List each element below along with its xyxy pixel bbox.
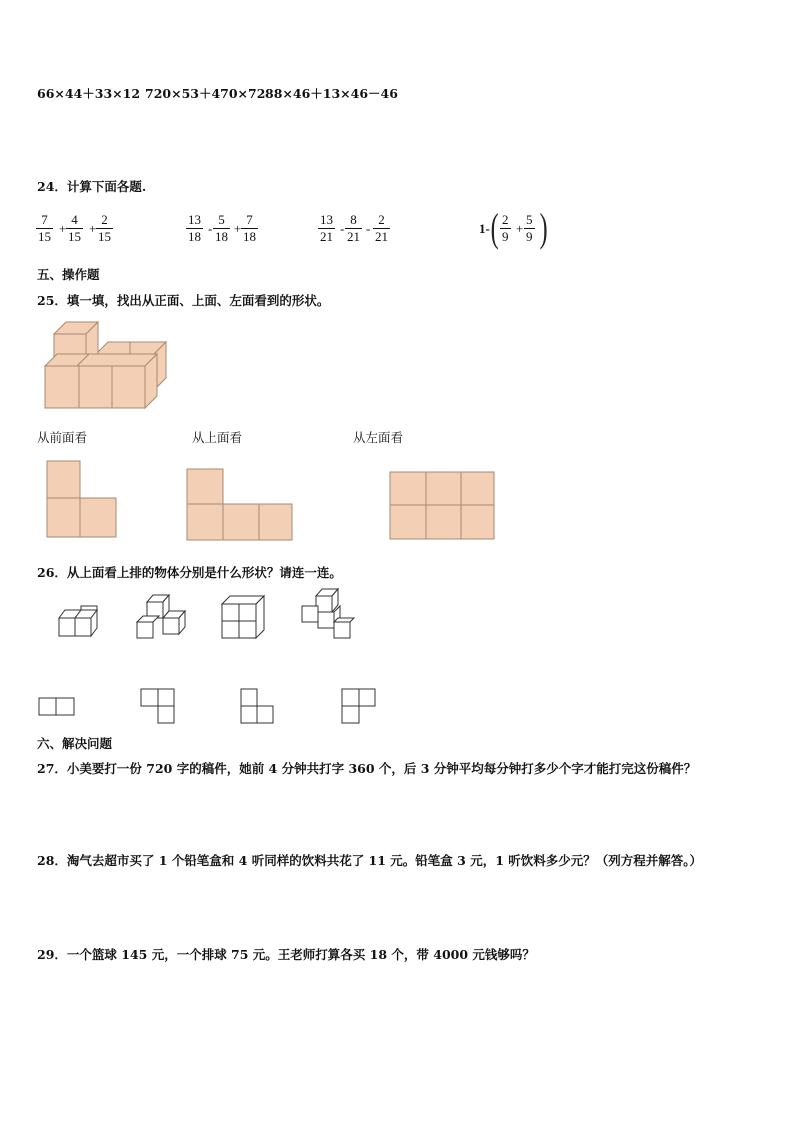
left-paren: ( bbox=[490, 205, 499, 250]
cube-front-face bbox=[112, 366, 145, 408]
section-6-heading: 六、解决问题 bbox=[37, 736, 113, 751]
question-27: 27．小美要打一份 720 字的稿件，她前 4 分钟共打字 360 个，后 3 分钟平均每分钟打多少个字才能打完这份稿件？ bbox=[37, 761, 697, 776]
left-view-grid bbox=[389, 471, 497, 541]
top-view-grid bbox=[186, 468, 294, 542]
fraction: $\frac{7}{18}$ bbox=[243, 212, 256, 244]
operator: + bbox=[516, 221, 524, 236]
solid-figure-4 bbox=[298, 586, 356, 642]
question-25-title: 25．填一填，找出从正面、上面、左面看到的形状。 bbox=[37, 293, 330, 308]
operator: - bbox=[340, 221, 345, 236]
label-front-view: 从前面看 bbox=[37, 430, 88, 445]
top-view-option-4 bbox=[338, 686, 378, 726]
question-29: 29．一个篮球 145 元，一个排球 75 元。王老师打算各买 18 个，带 4000 元钱够吗？ bbox=[37, 947, 535, 962]
cube-stack-figure bbox=[40, 318, 175, 413]
question-28: 28．淘气去超市买了 1 个铅笔盒和 4 听同样的饮料共花了 11 元。铅笔盒 3 元，1 听饮料多少元？（列方程并解答。） bbox=[37, 853, 702, 868]
label-top-view: 从上面看 bbox=[192, 430, 243, 445]
operator: + bbox=[89, 221, 97, 236]
operator: + bbox=[59, 221, 67, 236]
solid-figure-1 bbox=[54, 598, 104, 640]
question-26-title: 26．从上面看上排的物体分别是什么形状？请连一连。 bbox=[37, 565, 342, 580]
fraction: $\frac{2}{9}$ bbox=[502, 212, 509, 244]
top-view-option-2 bbox=[139, 686, 179, 726]
fraction: $\frac{2}{15}$ bbox=[98, 212, 111, 244]
top-view-option-3 bbox=[237, 686, 277, 726]
fraction: $\frac{13}{18}$ bbox=[188, 212, 201, 244]
solid-figure-3 bbox=[218, 594, 270, 640]
top-view-option-1 bbox=[38, 695, 78, 719]
cube-top-face bbox=[77, 354, 157, 366]
fraction: $\frac{5}{9}$ bbox=[526, 212, 533, 244]
cube-front-face bbox=[79, 366, 112, 408]
cube-front-face bbox=[45, 366, 79, 408]
operator: + bbox=[234, 221, 242, 236]
calc-expression-3: 88×46＋13×46－46 bbox=[265, 86, 398, 101]
fraction: $\frac{13}{21}$ bbox=[320, 212, 333, 244]
operator: - bbox=[208, 221, 213, 236]
right-paren: ) bbox=[539, 205, 548, 250]
calc-expression-2: 720×53＋470×72 bbox=[145, 86, 266, 101]
section-5-heading: 五、操作题 bbox=[37, 267, 100, 282]
calc-expression-1: 66×44＋33×12 bbox=[37, 86, 141, 101]
fraction: $\frac{2}{21}$ bbox=[375, 212, 388, 244]
fraction: $\frac{8}{21}$ bbox=[347, 212, 360, 244]
fraction: $\frac{4}{15}$ bbox=[68, 212, 81, 244]
solid-figure-2 bbox=[133, 592, 189, 642]
cube-top-face bbox=[96, 342, 130, 354]
label-left-view: 从左面看 bbox=[353, 430, 404, 445]
operator: - bbox=[366, 221, 371, 236]
fraction: $\frac{7}{15}$ bbox=[38, 212, 51, 244]
fraction: $\frac{5}{18}$ bbox=[215, 212, 228, 244]
front-view-grid bbox=[46, 460, 118, 540]
question-24-title: 24．计算下面各题. bbox=[37, 179, 147, 194]
operator: 1- bbox=[479, 221, 490, 236]
